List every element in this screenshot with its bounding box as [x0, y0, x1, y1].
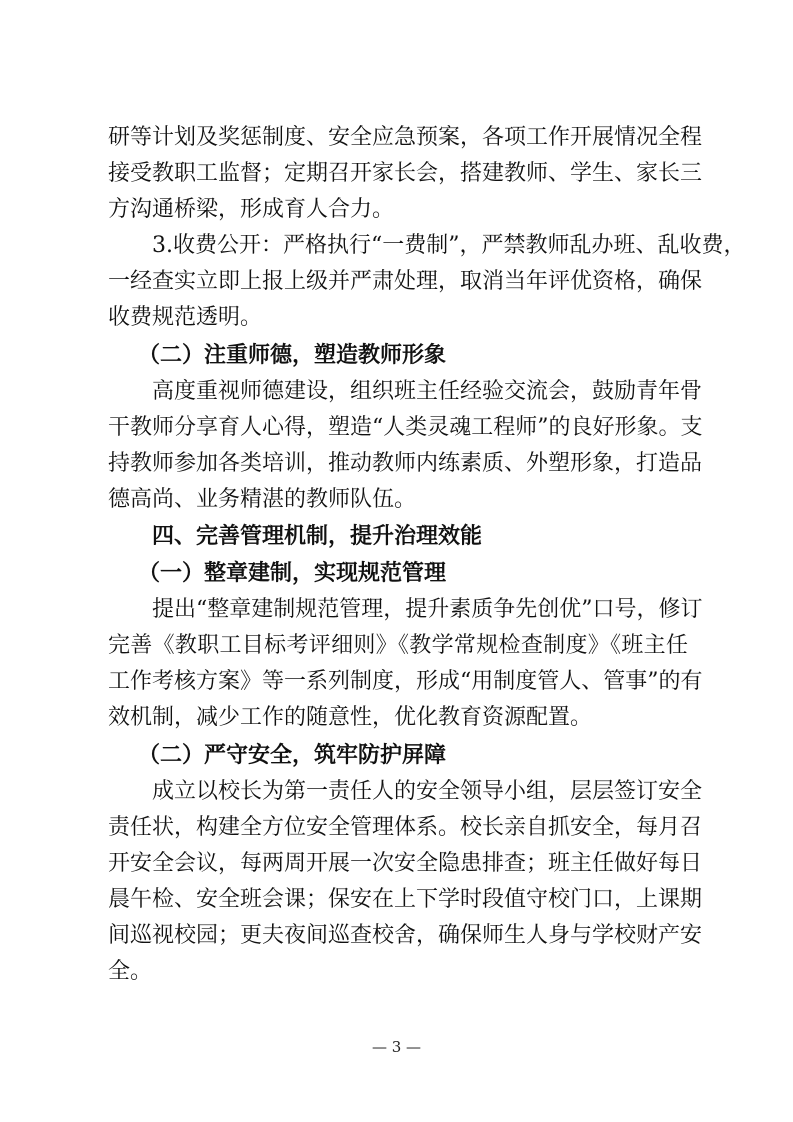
paragraph-line: 研等计划及奖惩制度、安全应急预案，各项工作开展情况全程 [108, 125, 703, 150]
paragraph-line: 责任状，构建全方位安全管理体系。校长亲自抓安全，每月召 [108, 815, 703, 840]
paragraph-line: 提出“整章建制规范管理，提升素质争先创优”口号，修订 [152, 597, 703, 622]
paragraph-line: 高度重视师德建设，组织班主任经验交流会，鼓励青年骨 [152, 379, 703, 404]
paragraph-line: 收费规范透明。 [108, 305, 263, 330]
paragraph-line: 开安全会议，每两周开展一次安全隐患排查；班主任做好每日 [108, 851, 703, 876]
paragraph-line: 全。 [108, 959, 153, 984]
section-subheading: （二）严守安全，筑牢防护屏障 [138, 742, 447, 768]
section-heading: 四、完善管理机制，提升治理效能 [152, 523, 483, 549]
paragraph-line: 干教师分享育人心得，塑造“人类灵魂工程师”的良好形象。支 [108, 415, 703, 440]
paragraph-line: 方沟通桥梁，形成育人合力。 [108, 197, 395, 222]
paragraph-line: 一经查实立即上报上级并严肃处理，取消当年评优资格，确保 [108, 269, 703, 294]
paragraph-line: 晨午检、安全班会课；保安在上下学时段值守校门口，上课期 [108, 887, 703, 912]
section-subheading: （一）整章建制，实现规范管理 [138, 560, 447, 586]
paragraph-line: 工作考核方案》等一系列制度，形成“用制度管人、管事”的有 [108, 669, 703, 694]
paragraph-line: 完善《教职工目标考评细则》《教学常规检查制度》《班主任 [108, 633, 688, 658]
paragraph-line: 持教师参加各类培训，推动教师内练素质、外塑形象，打造品 [108, 451, 703, 476]
section-subheading: （二）注重师德，塑造教师形象 [138, 342, 447, 368]
paragraph-line: 3.收费公开：严格执行“一费制”，严禁教师乱办班、乱收费， [152, 233, 746, 258]
paragraph-line: 成立以校长为第一责任人的安全领导小组，层层签订安全 [152, 779, 703, 804]
paragraph-line: 效机制，减少工作的随意性，优化教育资源配置。 [108, 705, 593, 730]
paragraph-line: 德高尚、业务精湛的教师队伍。 [108, 487, 417, 512]
page-number: — 3 — [371, 1038, 422, 1056]
paragraph-line: 间巡视校园；更夫夜间巡查校舍，确保师生人身与学校财产安 [108, 923, 703, 948]
paragraph-line: 接受教职工监督；定期召开家长会，搭建教师、学生、家长三 [108, 161, 703, 186]
